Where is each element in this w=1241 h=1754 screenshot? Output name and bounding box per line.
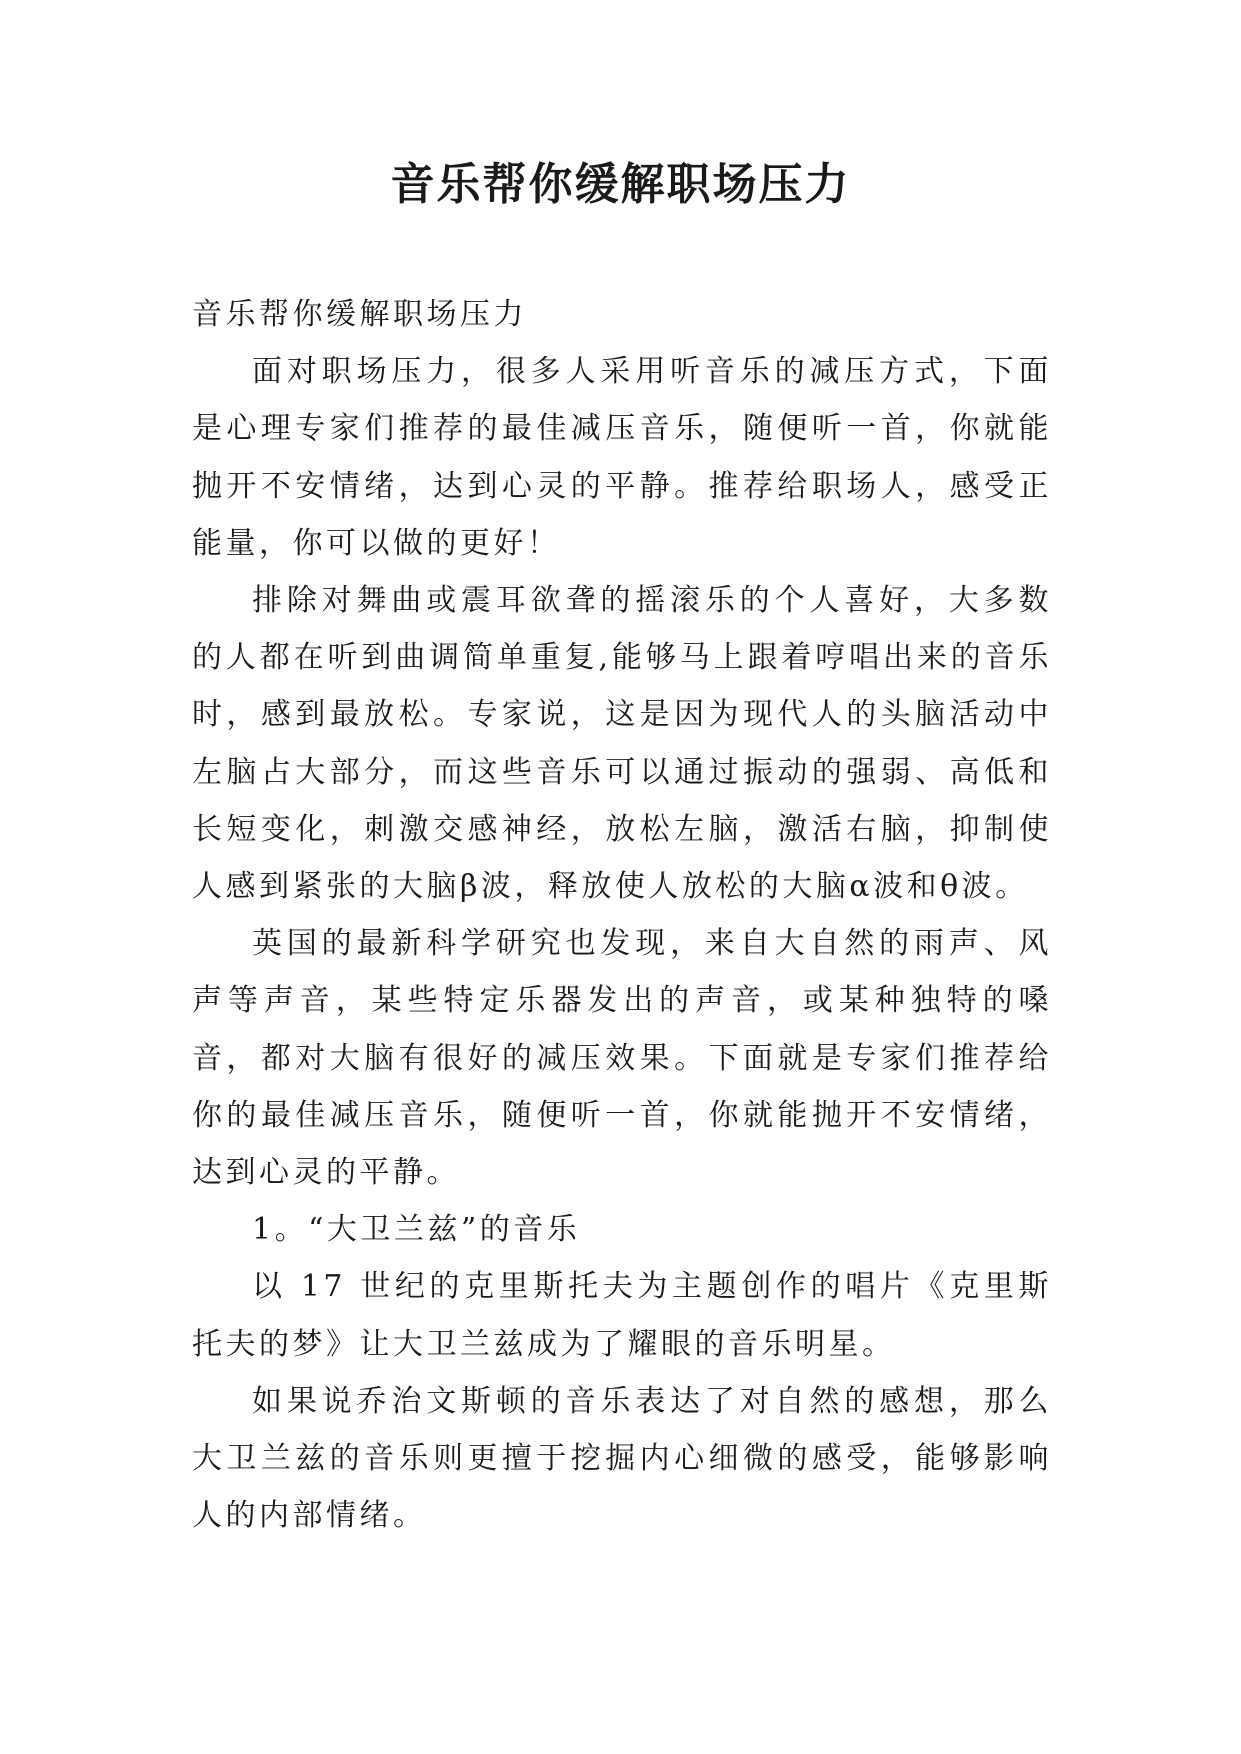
paragraph-research: 英国的最新科学研究也发现，来自大自然的雨声、风声等声音，某些特定乐器发出的声音，或某种独特的嗓音，都对大脑有很好的减压效果。下面就是专家们推荐给你的最佳减压音乐，随便听一首，你就能抛开不安情绪，达到心灵的平静。 — [192, 926, 1052, 1191]
paragraph-christofori: 以 17 世纪的克里斯托夫为主题创作的唱片《克里斯托夫的梦》让大卫兰兹成为了耀眼的音乐明星。 — [192, 1269, 1052, 1362]
paragraph-comparison: 如果说乔治文斯顿的音乐表达了对自然的感想，那么大卫兰兹的音乐则更擅于挖掘内心细微的感受，能够影响人的内部情绪。 — [192, 1383, 1052, 1534]
document-body — [192, 286, 1052, 1544]
section-heading-david-lanz: 1。“大卫兰兹”的音乐 — [252, 1212, 581, 1248]
paragraph-relaxation: 排除对舞曲或震耳欲聋的摇滚乐的个人喜好，大多数的人都在听到曲调简单重复,能够马上跟着哼唱出来的音乐时，感到最放松。专家说，这是因为现代人的头脑活动中左脑占大部分，而这些音乐可以通过振动的强弱、高低和长短变化，刺激交感神经，放松左脑，激活右脑，抑制使人感到紧张的大脑β波，释放使人放松的大脑α波和θ波。 — [192, 583, 1052, 905]
document-subtitle: 音乐帮你缓解职场压力 — [192, 297, 527, 332]
document-title: 音乐帮你缓解职场压力 — [390, 159, 851, 210]
paragraph-intro: 面对职场压力，很多人采用听音乐的减压方式，下面是心理专家们推荐的最佳减压音乐，随便听一首，你就能抛开不安情绪，达到心灵的平静。推荐给职场人，感受正能量，你可以做的更好！ — [192, 354, 1052, 561]
